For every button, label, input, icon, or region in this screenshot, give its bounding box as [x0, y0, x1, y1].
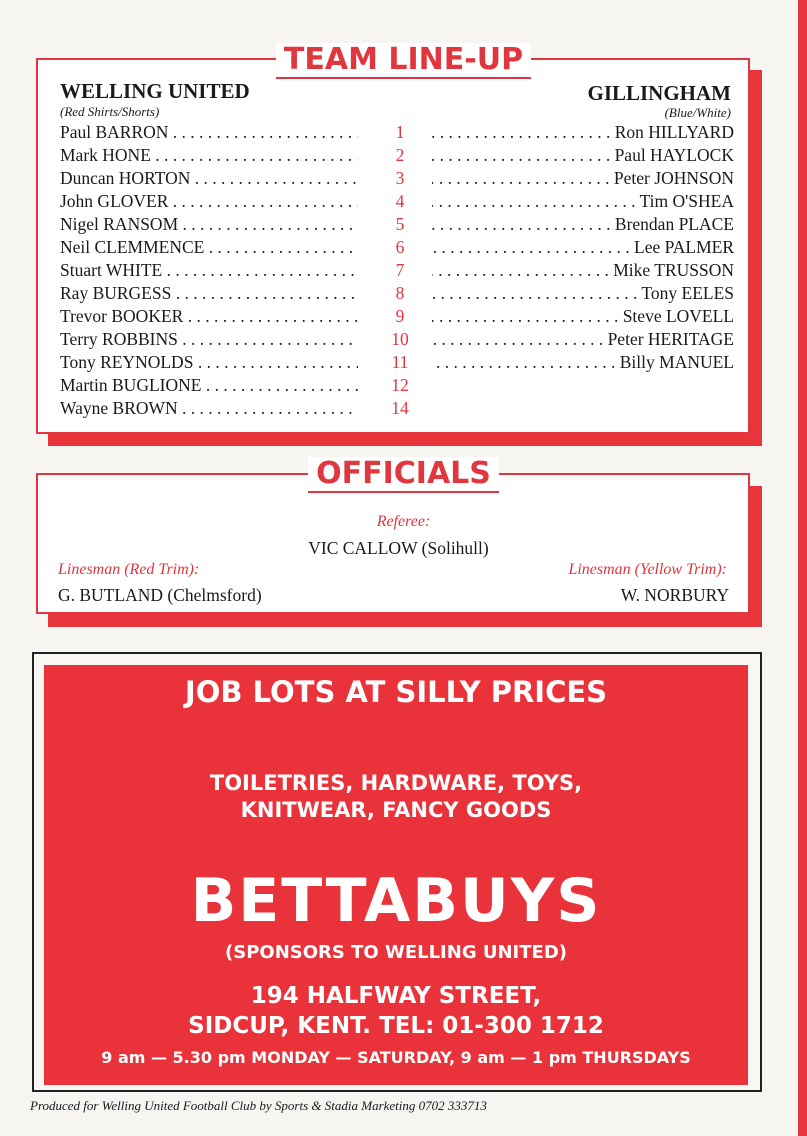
away-player-cell	[432, 121, 734, 144]
home-player: John GLOVER . . .	[60, 190, 358, 213]
away-player-cell	[432, 305, 734, 328]
advert-hours: 9 am — 5.30 pm MONDAY — SATURDAY, 9 am — 1 pm THURSDAYS	[101, 1048, 691, 1067]
lineup-row	[60, 328, 756, 351]
linesman2-name: W. NORBURY	[620, 585, 729, 605]
shirt-number: 6	[395, 237, 405, 257]
away-player-cell	[432, 259, 734, 282]
lineup-row	[60, 351, 756, 374]
officials-title: OFFICIALS	[0, 456, 807, 493]
away-player-cell	[432, 351, 734, 374]
home-player: Duncan HORTON . . .	[60, 167, 358, 190]
page-edge	[798, 0, 807, 1136]
away-player-cell	[432, 144, 734, 167]
away-player-cell	[432, 328, 734, 351]
lineup-row	[60, 397, 756, 420]
shirt-number: 11	[391, 352, 409, 372]
home-player: Martin BUGLIONE . . .	[60, 374, 358, 397]
home-player: Mark HONE . . .	[60, 144, 358, 167]
lineup-row	[60, 305, 756, 328]
away-player: . . . Lee PALMER	[432, 237, 734, 257]
home-player: Neil CLEMMENCE . . .	[60, 236, 358, 259]
away-player: . . . Paul HAYLOCK	[432, 145, 734, 165]
away-player: . . . Tim O'SHEA	[432, 191, 734, 211]
lineup-title: TEAM LINE-UP	[0, 42, 807, 79]
advert-address-line1: 194 HALFWAY STREET,	[250, 983, 542, 1009]
home-player: Stuart WHITE . . .	[60, 259, 358, 282]
shirt-number: 12	[391, 375, 409, 395]
shirt-number: 1	[395, 122, 405, 142]
home-team-colours: (Red Shirts/Shorts)	[60, 104, 160, 119]
footer-credit: Produced for Welling United Football Club by Sports & Stadia Marketing 0702 333713	[30, 1098, 487, 1113]
away-player: . . . Tony EELES	[432, 283, 734, 303]
away-player-cell	[432, 213, 734, 236]
away-player-cell	[432, 282, 734, 305]
shirt-number: 3	[395, 168, 405, 188]
lineup-row	[60, 259, 756, 282]
away-player: . . . Steve LOVELL	[432, 306, 734, 326]
shirt-number: 2	[395, 145, 405, 165]
shirt-number: 10	[391, 329, 409, 349]
advert-goods-line2: KNITWEAR, FANCY GOODS	[240, 798, 552, 822]
away-player: . . . Peter JOHNSON	[432, 168, 734, 188]
away-player: . . . Peter HERITAGE	[432, 329, 734, 349]
shirt-number: 7	[395, 260, 405, 280]
lineup-row	[60, 282, 756, 305]
home-player: Trevor BOOKER . . .	[60, 305, 358, 328]
away-team-colours: (Blue/White)	[664, 105, 731, 120]
lineup-row	[60, 167, 756, 190]
away-player-cell	[432, 190, 734, 213]
shirt-number: 8	[395, 283, 405, 303]
lineup-row	[60, 236, 756, 259]
away-player: . . . Billy MANUEL	[432, 352, 734, 372]
referee-name: VIC CALLOW (Solihull)	[308, 538, 489, 558]
advert-address-line2: SIDCUP, KENT. TEL: 01-300 1712	[188, 1013, 604, 1039]
lineup-row	[60, 121, 756, 144]
away-team-name: GILLINGHAM	[587, 81, 731, 105]
advert-headline: JOB LOTS AT SILLY PRICES	[184, 675, 608, 709]
home-team-name: WELLING UNITED	[60, 79, 250, 103]
lineup-row	[60, 144, 756, 167]
home-player: Wayne BROWN . . .	[60, 397, 358, 420]
advert-brand: BETTABUYS	[190, 866, 602, 936]
away-player: . . . Mike TRUSSON	[432, 260, 734, 280]
away-player: . . . Ron HILLYARD	[432, 122, 734, 142]
advert-goods-line1: TOILETRIES, HARDWARE, TOYS,	[209, 771, 583, 795]
home-player: Paul BARRON . . .	[60, 121, 358, 144]
away-player-cell	[432, 167, 734, 190]
home-player: Ray BURGESS . . .	[60, 282, 358, 305]
home-player: Tony REYNOLDS . . .	[60, 351, 358, 374]
home-player: Nigel RANSOM . . .	[60, 213, 358, 236]
lineup-table	[38, 121, 752, 426]
linesman1-name: G. BUTLAND (Chelmsford)	[58, 585, 262, 605]
lineup-row	[60, 213, 756, 236]
shirt-number: 5	[395, 214, 405, 234]
shirt-number: 4	[395, 191, 405, 211]
lineup-row	[60, 190, 756, 213]
linesman2-label: Linesman (Yellow Trim):	[568, 561, 727, 578]
advert-sponsor: (SPONSORS TO WELLING UNITED)	[225, 942, 567, 963]
linesman1-label: Linesman (Red Trim):	[58, 561, 200, 578]
shirt-number: 14	[391, 398, 409, 418]
away-player: . . . Brendan PLACE	[432, 214, 734, 234]
referee-label: Referee:	[376, 513, 431, 530]
home-player: Terry ROBBINS . . .	[60, 328, 358, 351]
lineup-row	[60, 374, 756, 397]
shirt-number: 9	[395, 306, 405, 326]
away-player-cell	[432, 236, 734, 259]
